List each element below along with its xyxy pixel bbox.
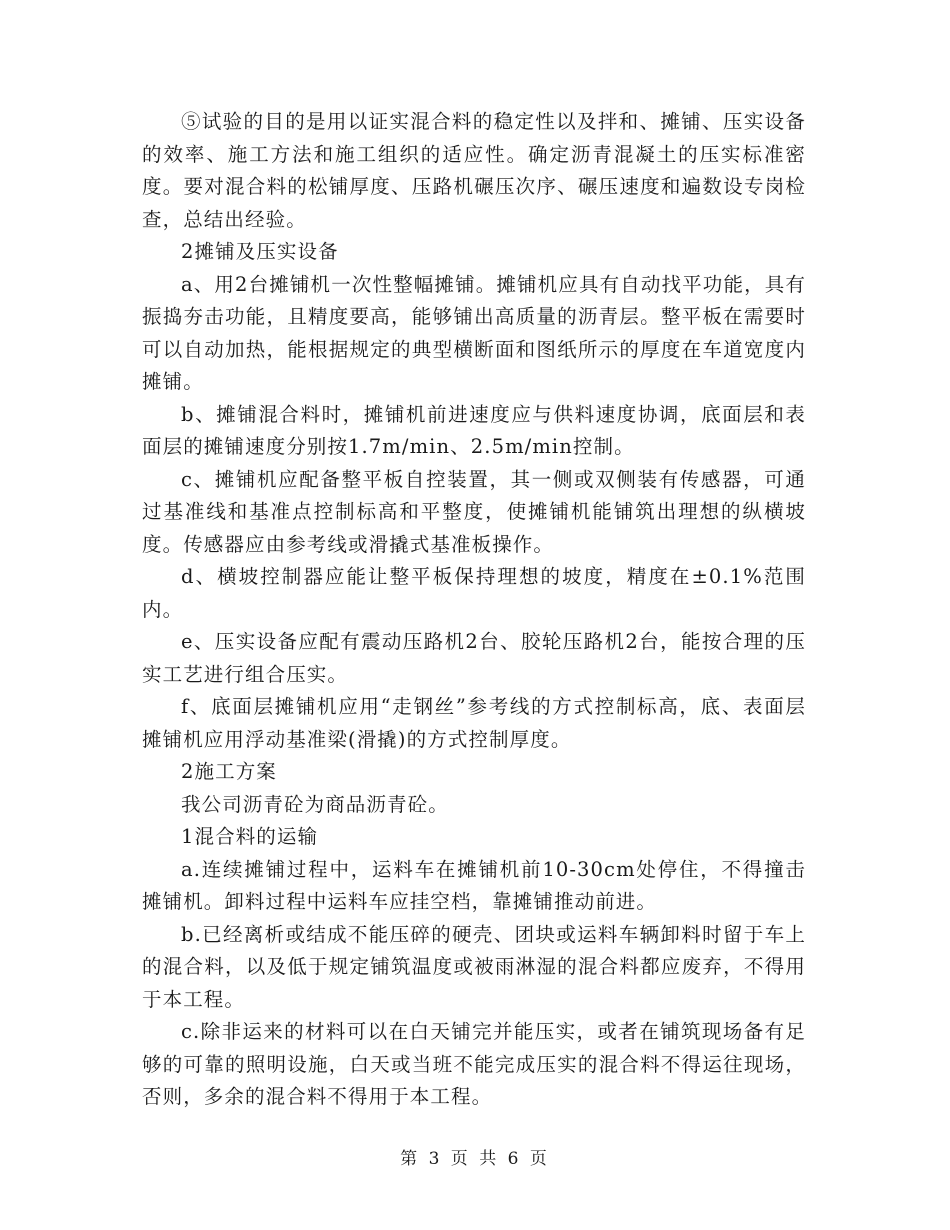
paragraph-item-c: c、摊铺机应配备整平板自控装置，其一侧或双侧装有传感器，可通过基准线和基准点控制标高和平整度，使摊铺机能铺筑出理想的纵横坡度。传感器应由参考线或滑撬式基准板操作。: [142, 467, 806, 556]
paragraph-item-f: f、底面层摊铺机应用“走钢丝”参考线的方式控制标高，底、表面层摊铺机应用浮动基准梁(滑撬)的方式控制厚度。: [142, 695, 806, 751]
paragraph-transport-c: c.除非运来的材料可以在白天铺完并能压实，或者在铺筑现场备有足够的可靠的照明设施，白天或当班不能完成压实的混合料不得运往现场，否则，多余的混合料不得用于本工程。: [142, 1020, 806, 1108]
heading-mixture-transport: 1混合料的运输: [181, 825, 319, 848]
paragraph-item-a: a、用2台摊铺机一次性整幅摊铺。摊铺机应具有自动找平功能，具有振捣夯击功能，且精度要高，能够铺出高质量的沥青层。整平板在需要时可以自动加热，能根据规定的典型横断面和图纸所示的厚度在车道宽度内摊铺。: [142, 272, 806, 393]
page-footer: 第 3 页 共 6 页: [400, 1149, 550, 1169]
paragraph-transport-b: b.已经离析或结成不能压碎的硬壳、团块或运料车辆卸料时留于车上的混合料，以及低于规定铺筑温度或被雨淋湿的混合料都应废弃，不得用于本工程。: [142, 922, 806, 1011]
paragraph-item-e: e、压实设备应配有震动压路机2台、胶轮压路机2台，能按合理的压实工艺进行组合压实。: [142, 630, 806, 686]
paragraph-commercial-asphalt: 我公司沥青砼为商品沥青砼。: [181, 792, 449, 816]
paragraph-test-purpose: ⑤试验的目的是用以证实混合料的稳定性以及拌和、摊铺、压实设备的效率、施工方法和施工组织的适应性。确定沥青混凝土的压实标准密度。要对混合料的松铺厚度、压路机碾压次序、碾压速度和遍数设专岗检查，总结出经验。: [142, 110, 806, 231]
heading-construction-plan: 2施工方案: [181, 760, 277, 783]
paragraph-item-d: d、横坡控制器应能让整平板保持理想的坡度，精度在±0.1%范围内。: [142, 565, 806, 621]
document-body: [142, 106, 806, 1114]
heading-paving-equipment: 2摊铺及压实设备: [181, 240, 339, 263]
paragraph-item-b: b、摊铺混合料时，摊铺机前进速度应与供料速度协调，底面层和表面层的摊铺速度分别按1.7m/min、2.5m/min控制。: [142, 402, 806, 458]
paragraph-transport-a: a.连续摊铺过程中，运料车在摊铺机前10-30cm处停住，不得撞击摊铺机。卸料过程中运料车应挂空档，靠摊铺推动前进。: [142, 857, 806, 913]
